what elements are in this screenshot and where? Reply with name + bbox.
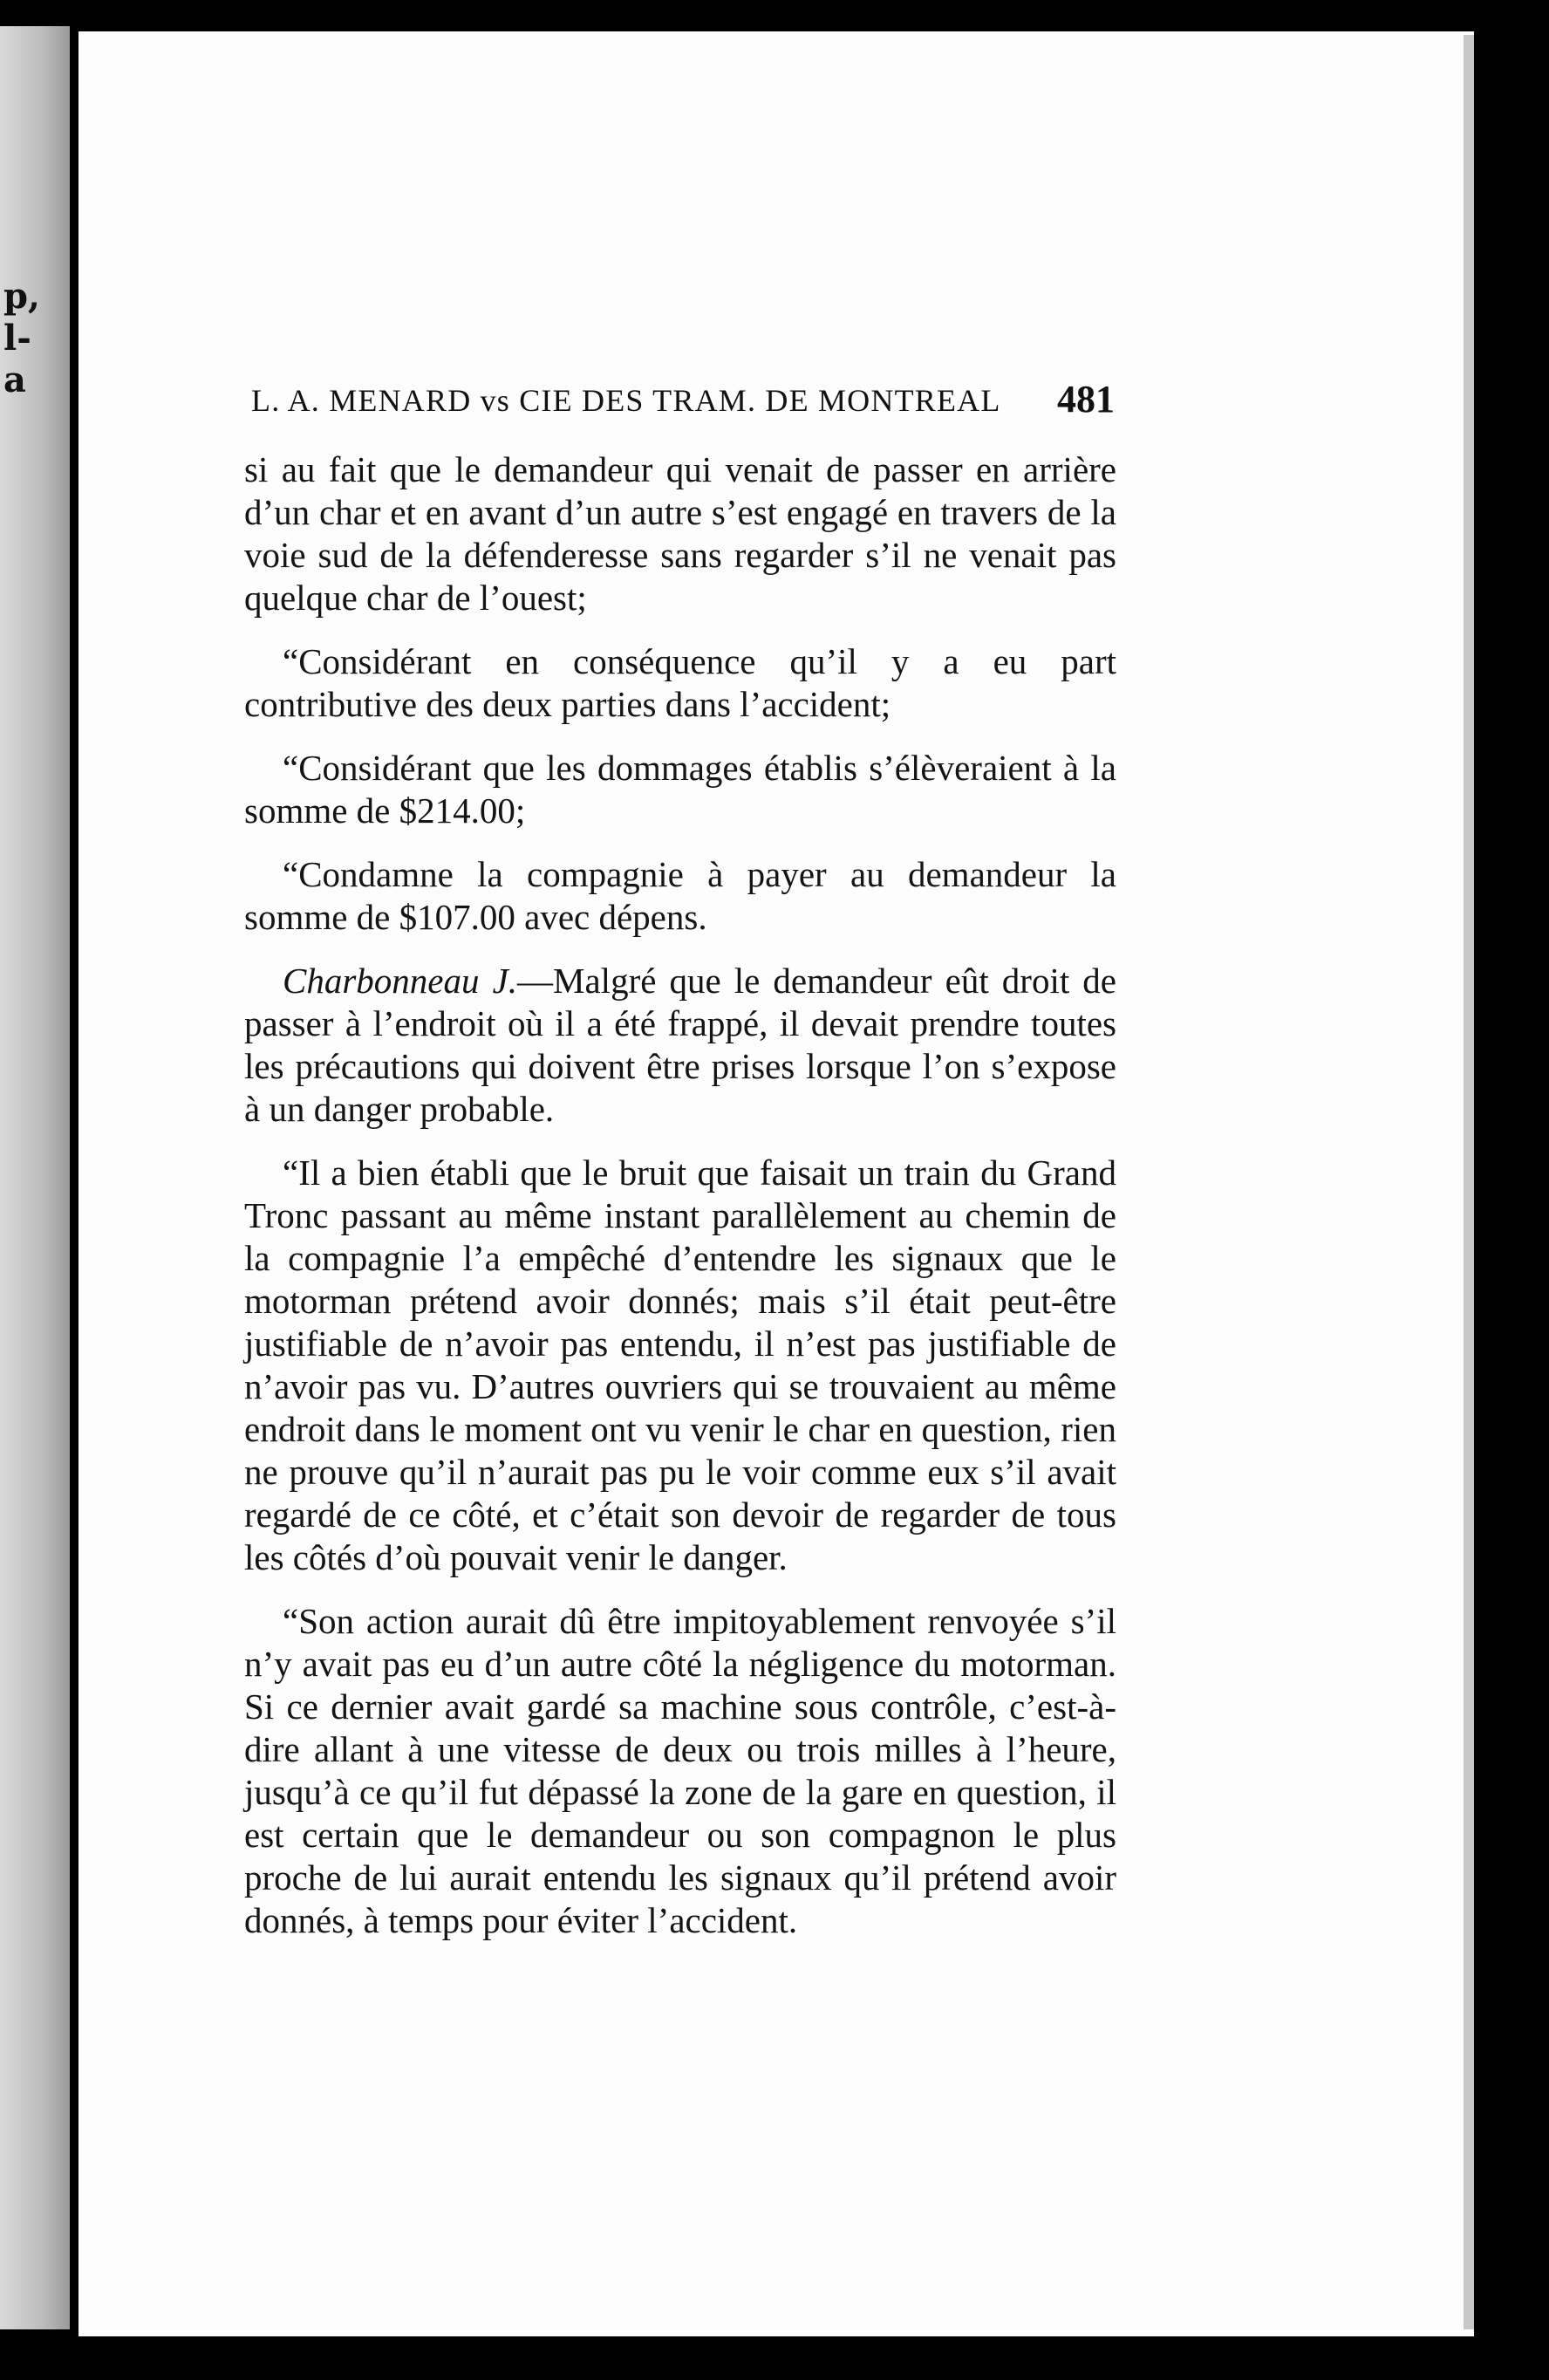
paragraph: “Son action aurait dû être impitoyablement renvoyée s’il n’y avait pas eu d’un autre côté la négligence du motorman. Si ce dernier avait gardé sa machine sous contrôle, c’est-à-dire allant à une vitesse de deux ou trois milles à l’heure, jusqu’à ce qu’il fut dépassé la zone de la gare en question, il est certain que le demandeur ou son compagnon le plus proche de lui aurait entendu les signaux qu’il prétend avoir donnés, à temps pour éviter l’accident.: [244, 1601, 1116, 1940]
paragraph: “Considérant que les dommages établis s’élèveraient à la somme de $214.00;: [244, 748, 1116, 831]
page-edge-shadow: [1464, 35, 1474, 2329]
facing-page-edge: [0, 26, 70, 2329]
paragraph: “Condamne la compagnie à payer au demandeur la somme de $107.00 avec dépens.: [244, 854, 1116, 937]
facing-page-fragment: a: [3, 359, 26, 400]
page-number: 481: [1057, 378, 1115, 421]
paragraph: “Il a bien établi que le bruit que faisait un train du Grand Tronc passant au même instant parallèlement au chemin de la compagnie l’a empêché d’entendre les signaux que le motorman prétend avoir donnés; mais s’il était peut-être justifiable de n’avoir pas entendu, il n’est pas justifiable de n’avoir pas vu. D’autres ouvriers qui se trouvaient au même endroit dans le moment ont vu venir le char en question, rien ne prouve qu’il n’aurait pas pu le voir comme eux s’il avait regardé de ce côté, et c’était son devoir de regarder de tous les côtés d’où pouvait venir le danger.: [244, 1152, 1116, 1577]
paragraph: [244, 960, 1116, 1131]
judge-name: Charbonneau J.: [283, 961, 518, 1001]
page-header: [251, 377, 1115, 426]
facing-page-fragment: l-: [3, 318, 31, 359]
running-head: L. A. MENARD vs CIE DES TRAM. DE MONTREAL: [251, 383, 1001, 418]
facing-page-fragment: p,: [3, 276, 40, 317]
body-text: [244, 448, 1116, 1963]
paragraph: “Considérant en conséquence qu’il y a eu part contributive des deux parties dans l’accident;: [244, 641, 1116, 724]
binding-gutter: [70, 0, 78, 2380]
paragraph-text: —Malgré que le demandeur eût droit de passer à l’endroit où il a été frappé, il devait prendre toutes les précautions qui doivent être prises lorsque l’on s’expose à un danger probable.: [244, 961, 1117, 1129]
paragraph: si au fait que le demandeur qui venait de passer en arrière d’un char et en avant d’un autre s’est engagé en travers de la voie sud de la défenderesse sans regarder s’il ne venait pas quelque char de l’ouest;: [244, 449, 1116, 618]
